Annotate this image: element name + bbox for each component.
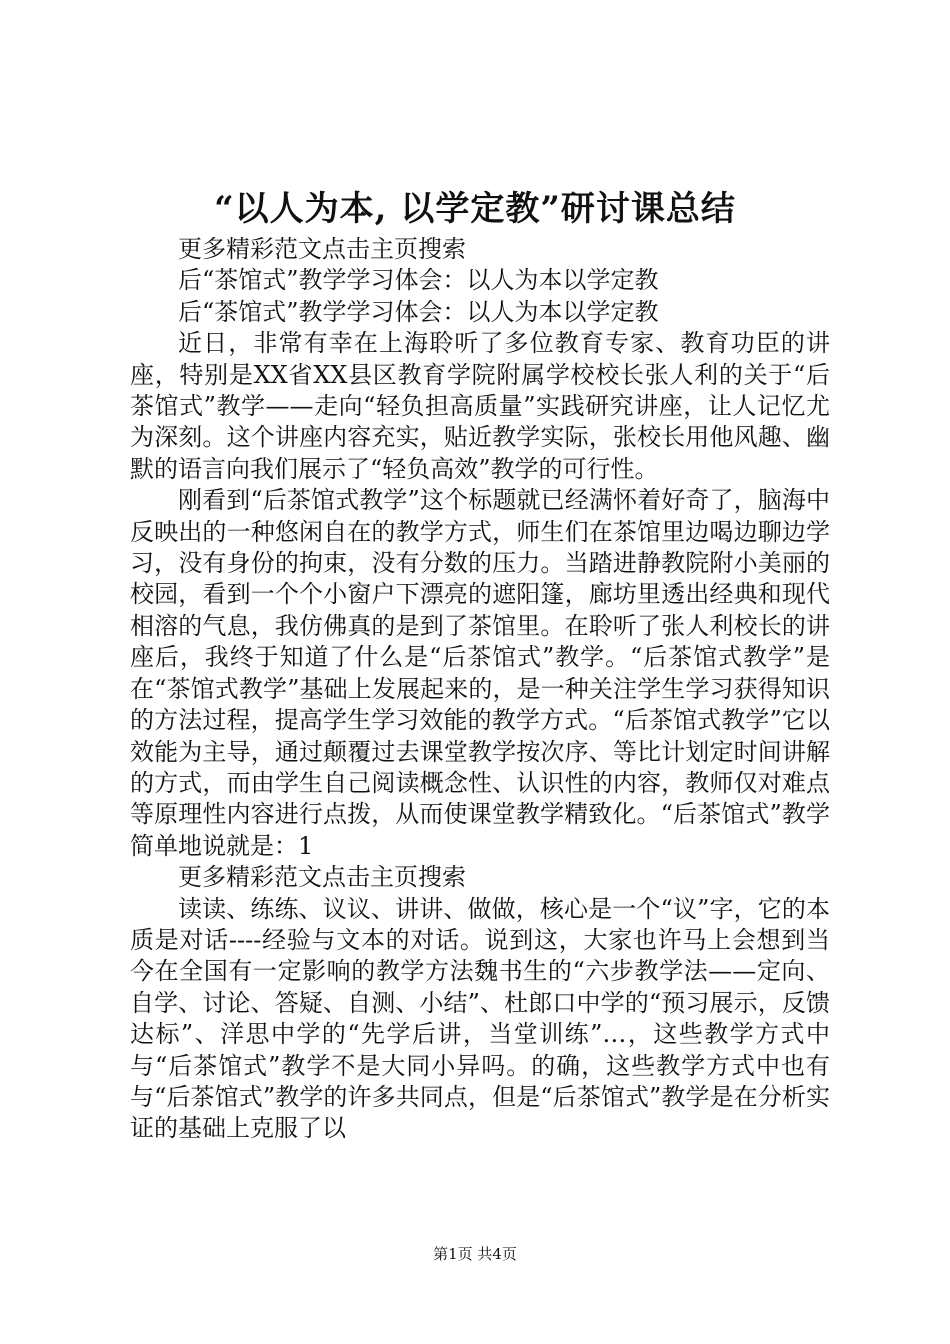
paragraph-subtitle-1: 后“茶馆式”教学学习体会：以人为本以学定教	[178, 266, 659, 295]
document-title: “以人为本, 以学定教”研讨课总结	[214, 189, 736, 229]
document-body	[130, 234, 830, 1145]
paragraph-subtitle-2: 后“茶馆式”教学学习体会：以人为本以学定教	[178, 297, 659, 326]
paragraph-promo-2: 更多精彩范文点击主页搜索	[178, 863, 466, 892]
page-number-footer: 第1页 共4页	[433, 1245, 517, 1263]
paragraph-method: 读读、练练、议议、讲讲、做做，核心是一个“议”字，它的本质是对话----经验与文本的对话。说到这，大家也许马上会想到当今在全国有一定影响的教学方法魏书生的“六步教学法——定向、自学、讨论、答疑、自测、小结”、杜郎口中学的“预习展示，反馈达标”、洋思中学的“先学后讲，当堂训练”…，这些教学方式中与“后茶馆式”教学不是大同小异吗。的确，这些教学方式中也有与“后茶馆式”教学的许多共同点，但是“后茶馆式”教学是在分析实证的基础上克服了以	[130, 894, 830, 1143]
paragraph-promo-1: 更多精彩范文点击主页搜索	[178, 235, 466, 263]
paragraph-intro: 近日，非常有幸在上海聆听了多位教育专家、教育功臣的讲座，特别是XX省XX县区教育学院附属学校校长张人利的关于“后茶馆式”教学——走向“轻负担高质量”实践研究讲座，让人记忆尤为深刻。这个讲座内容充实，贴近教学实际，张校长用他风趣、幽默的语言向我们展示了“轻负高效”教学的可行性。	[130, 329, 830, 483]
paragraph-teahouse: 刚看到“后茶馆式教学”这个标题就已经满怀着好奇了，脑海中反映出的一种悠闲自在的教学方式，师生们在茶馆里边喝边聊边学习，没有身份的拘束，没有分数的压力。当踏进静教院附小美丽的校园，看到一个个小窗户下漂亮的遮阳篷，廊坊里透出经典和现代相溶的气息，我仿佛真的是到了茶馆里。在聆听了张人利校长的讲座后，我终于知道了什么是“后茶馆式”教学。“后茶馆式教学”是在“茶馆式教学”基础上发展起来的，是一种关注学生学习获得知识的方法过程，提高学生学习效能的教学方式。“后茶馆式教学”它以效能为主导，通过颠覆过去课堂教学按次序、等比计划定时间讲解的方式，而由学生自己阅读概念性、认识性的内容，教师仅对难点等原理性内容进行点拨，从而使课堂教学精致化。“后茶馆式”教学简单地说就是：1	[130, 486, 830, 860]
